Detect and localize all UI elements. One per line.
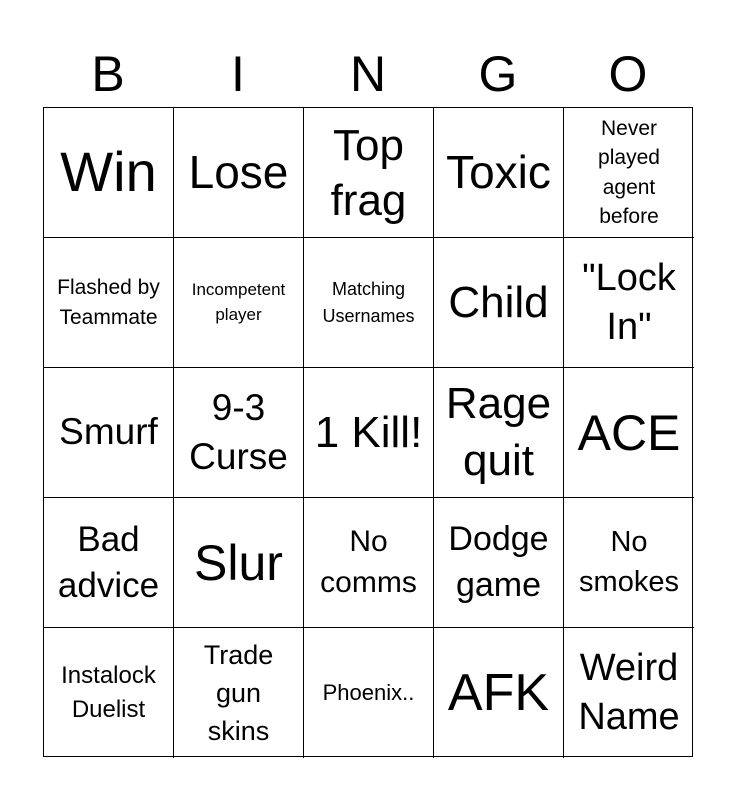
- cell-text: Child: [448, 277, 549, 327]
- cell-text: Flashed by Teammate: [57, 276, 160, 329]
- cell-text: Top frag: [330, 120, 407, 225]
- cell-text: Bad advice: [57, 520, 160, 605]
- bingo-header: [43, 40, 693, 108]
- cell-text: Phoenix..: [322, 679, 415, 705]
- bingo-cell[interactable]: [564, 368, 694, 498]
- cell-text: No smokes: [579, 526, 679, 598]
- header-letter-n: N: [349, 46, 387, 102]
- header-letter-b: B: [91, 46, 125, 102]
- bingo-cell[interactable]: [304, 238, 434, 368]
- bingo-cell[interactable]: [174, 498, 304, 628]
- bingo-cell[interactable]: [564, 628, 694, 758]
- cell-text: AFK: [447, 663, 550, 722]
- cell-text: Dodge game: [448, 519, 549, 604]
- bingo-cell[interactable]: [304, 108, 434, 238]
- cell-text: Rage quit: [445, 379, 552, 485]
- bingo-cell[interactable]: [304, 498, 434, 628]
- bingo-grid: [43, 107, 693, 757]
- bingo-cell[interactable]: [44, 498, 174, 628]
- bingo-cell[interactable]: [44, 108, 174, 238]
- cell-text: Never played agent before: [598, 116, 660, 228]
- cell-text: No comms: [320, 525, 417, 599]
- bingo-cell[interactable]: [174, 108, 304, 238]
- cell-text: Toxic: [446, 145, 551, 198]
- bingo-cell[interactable]: [44, 238, 174, 368]
- cell-text: Instalock Duelist: [61, 662, 156, 723]
- cell-text: Win: [60, 140, 157, 204]
- bingo-cell[interactable]: [434, 368, 564, 498]
- bingo-cell[interactable]: [304, 628, 434, 758]
- cell-text: "Lock In": [582, 256, 676, 348]
- cell-text: Slur: [194, 534, 283, 591]
- bingo-cell[interactable]: [564, 498, 694, 628]
- bingo-cell[interactable]: [174, 238, 304, 368]
- cell-text: ACE: [577, 404, 681, 461]
- header-letter-i: I: [231, 46, 245, 102]
- cell-text: Weird Name: [578, 646, 680, 738]
- bingo-cell[interactable]: [44, 628, 174, 758]
- bingo-cell[interactable]: [304, 368, 434, 498]
- cell-text: 9-3 Curse: [189, 387, 288, 477]
- header-letter-g: G: [478, 46, 518, 102]
- cell-text: Trade gun skins: [203, 639, 274, 747]
- bingo-cell[interactable]: [434, 238, 564, 368]
- cell-text: Incompetent player: [191, 279, 286, 324]
- bingo-cell[interactable]: [564, 238, 694, 368]
- cell-text: 1 Kill!: [314, 407, 423, 457]
- bingo-cell[interactable]: [434, 498, 564, 628]
- bingo-cell[interactable]: [44, 368, 174, 498]
- cell-text: Smurf: [59, 411, 158, 453]
- bingo-cell[interactable]: [434, 628, 564, 758]
- cell-text: Lose: [188, 145, 289, 198]
- bingo-cell[interactable]: [564, 108, 694, 238]
- header-letter-o: O: [608, 46, 648, 102]
- cell-text: Matching Usernames: [322, 279, 415, 326]
- bingo-cell[interactable]: [434, 108, 564, 238]
- bingo-cell[interactable]: [174, 368, 304, 498]
- bingo-cell[interactable]: [174, 628, 304, 758]
